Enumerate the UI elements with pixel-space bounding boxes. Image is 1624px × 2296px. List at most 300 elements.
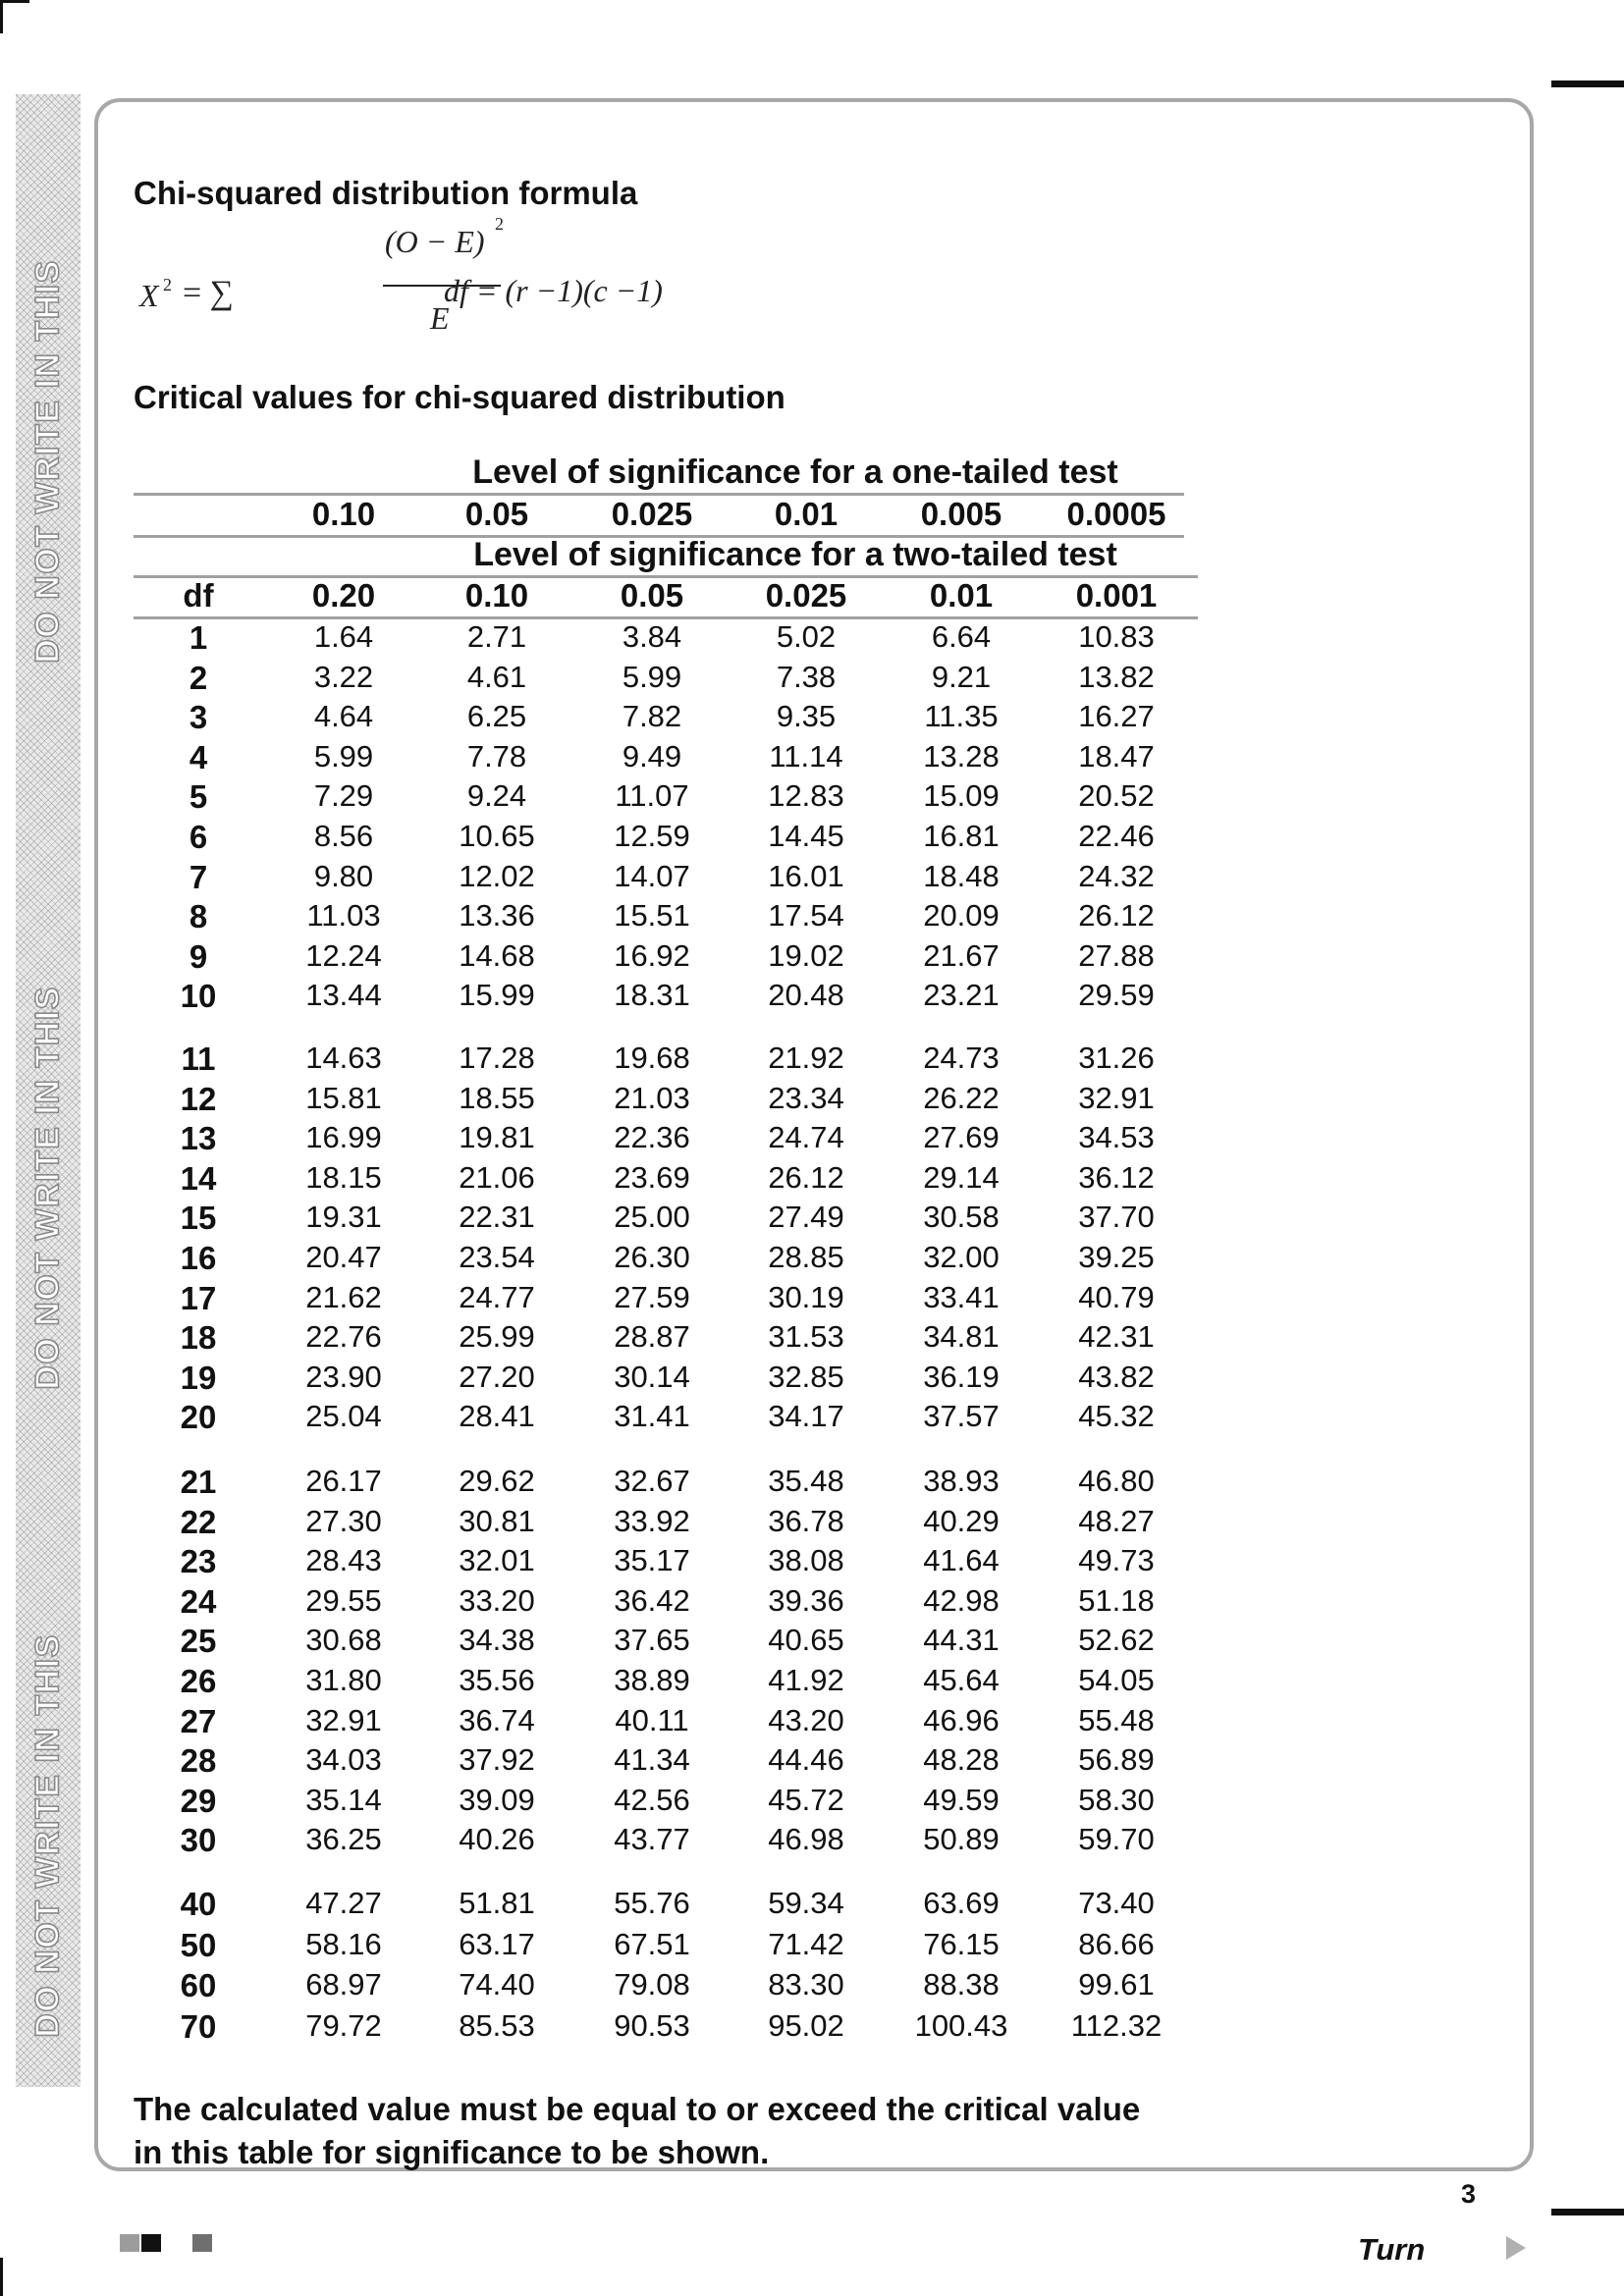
critical-value-cell: 51.81 [459, 1886, 535, 1920]
critical-value-cell: 88.38 [923, 1967, 1000, 2002]
crop-mark [0, 0, 3, 33]
df-cell: 19 [180, 1359, 217, 1396]
critical-value-cell: 24.77 [459, 1279, 535, 1314]
critical-value-cell: 27.20 [459, 1359, 535, 1394]
table-row [134, 938, 1194, 978]
critical-value-cell: 30.68 [305, 1623, 382, 1658]
df-cell: 16 [180, 1240, 217, 1276]
critical-value-cell: 34.38 [459, 1623, 535, 1658]
critical-value-cell: 46.96 [923, 1702, 1000, 1737]
critical-value-cell: 68.97 [305, 1967, 382, 2002]
equals-sum: = ∑ [183, 275, 234, 311]
critical-value-cell: 45.72 [768, 1782, 844, 1817]
crop-mark [0, 0, 29, 3]
critical-value-cell: 3.84 [622, 619, 682, 654]
critical-value-cell: 30.58 [923, 1200, 1000, 1235]
critical-value-cell: 59.70 [1078, 1822, 1155, 1857]
critical-value-cell: 31.53 [768, 1319, 844, 1355]
table-row [134, 1319, 1194, 1359]
critical-value-cell: 46.80 [1078, 1464, 1155, 1498]
two-tailed-label: Level of significance for a two-tailed test [473, 536, 1117, 573]
denominator: E [430, 300, 450, 336]
critical-value-cell: 51.18 [1078, 1582, 1155, 1618]
critical-value-cell: 7.82 [622, 699, 682, 734]
critical-value-cell: 18.15 [305, 1159, 382, 1195]
crop-mark [1551, 80, 1624, 87]
table-row [134, 1240, 1194, 1279]
table-row [134, 1081, 1194, 1120]
df-cell: 10 [180, 978, 217, 1015]
table-row [134, 1783, 1194, 1822]
critical-value-cell: 71.42 [768, 1926, 844, 1961]
critical-value-cell: 44.31 [923, 1623, 1000, 1658]
critical-value-cell: 49.59 [923, 1782, 1000, 1817]
critical-value-cell: 20.47 [305, 1240, 382, 1274]
critical-value-cell: 21.62 [305, 1279, 382, 1314]
significance-note-line: in this table for significance to be shown. [134, 2134, 770, 2170]
critical-value-cell: 15.99 [459, 978, 535, 1013]
critical-value-cell: 42.56 [614, 1782, 690, 1817]
table-row [134, 1663, 1194, 1702]
one-tailed-level: 0.005 [920, 496, 1002, 532]
critical-value-cell: 63.17 [459, 1926, 535, 1961]
df-cell: 22 [180, 1503, 217, 1540]
critical-value-cell: 23.54 [459, 1240, 535, 1274]
df-cell: 70 [180, 2007, 217, 2045]
table-row [134, 1583, 1194, 1623]
table-row [134, 1967, 1194, 2006]
critical-value-cell: 36.25 [305, 1822, 382, 1857]
critical-value-cell: 32.85 [768, 1359, 844, 1394]
critical-value-cell: 21.92 [768, 1041, 844, 1075]
critical-value-cell: 11.07 [615, 778, 689, 814]
critical-value-cell: 36.19 [923, 1359, 1000, 1394]
critical-value-cell: 10.65 [459, 819, 535, 853]
critical-value-cell: 32.91 [305, 1702, 382, 1737]
critical-value-cell: 11.03 [306, 898, 381, 934]
critical-value-cell: 18.48 [923, 858, 1000, 893]
critical-value-cell: 25.99 [459, 1319, 535, 1355]
df-cell: 25 [180, 1623, 217, 1660]
critical-value-cell: 20.52 [1078, 778, 1155, 814]
critical-value-cell: 30.14 [614, 1359, 690, 1394]
df-header: df [183, 577, 214, 614]
critical-value-cell: 90.53 [614, 2007, 690, 2043]
critical-value-cell: 63.69 [923, 1886, 1000, 1920]
df-cell: 11 [181, 1041, 216, 1077]
critical-value-cell: 12.24 [305, 937, 382, 973]
print-mark-square [141, 2234, 161, 2252]
critical-value-cell: 23.90 [305, 1359, 382, 1394]
critical-value-cell: 14.63 [305, 1041, 382, 1075]
table-row [134, 699, 1194, 738]
critical-value-cell: 23.69 [614, 1159, 690, 1195]
one-tailed-level: 0.025 [611, 496, 693, 532]
two-tailed-level: 0.10 [464, 577, 529, 614]
critical-value-cell: 14.45 [768, 819, 844, 853]
critical-value-cell: 38.93 [923, 1464, 1000, 1498]
table-row [134, 1742, 1194, 1782]
table-row [134, 1041, 1194, 1080]
df-cell: 7 [189, 858, 208, 895]
table-row [134, 1822, 1194, 1861]
critical-value-cell: 22.36 [614, 1120, 690, 1155]
critical-value-cell: 33.20 [459, 1582, 535, 1618]
critical-value-cell: 32.67 [614, 1464, 690, 1498]
critical-value-cell: 54.05 [1078, 1663, 1155, 1697]
critical-value-cell: 49.73 [1078, 1543, 1155, 1578]
critical-value-cell: 5.99 [313, 738, 374, 774]
critical-value-cell: 28.43 [305, 1543, 382, 1578]
table-row [134, 1360, 1194, 1399]
df-cell: 8 [189, 898, 208, 935]
df-cell: 14 [180, 1159, 217, 1197]
critical-value-cell: 43.77 [614, 1822, 690, 1857]
critical-value-cell: 31.26 [1078, 1041, 1155, 1075]
critical-value-cell: 20.48 [768, 978, 844, 1013]
critical-value-cell: 85.53 [459, 2007, 535, 2043]
critical-value-cell: 13.28 [923, 738, 1000, 774]
critical-value-cell: 12.59 [614, 819, 690, 853]
critical-value-cell: 9.21 [931, 659, 992, 694]
critical-value-cell: 13.44 [305, 978, 382, 1013]
critical-value-cell: 29.14 [923, 1159, 1000, 1195]
formula-heading: Chi-squared distribution formula [134, 175, 638, 211]
critical-value-cell: 28.41 [459, 1399, 535, 1434]
critical-value-cell: 19.02 [768, 937, 844, 973]
critical-value-cell: 20.09 [923, 898, 1000, 934]
critical-value-cell: 26.12 [768, 1159, 844, 1195]
critical-value-cell: 34.03 [305, 1742, 382, 1778]
table-row [134, 1200, 1194, 1239]
critical-value-cell: 28.87 [614, 1319, 690, 1355]
df-cell: 15 [180, 1200, 217, 1237]
critical-value-cell: 34.17 [768, 1399, 844, 1434]
table-row [134, 660, 1194, 699]
critical-value-cell: 15.09 [923, 778, 1000, 814]
critical-value-cell: 17.28 [459, 1041, 535, 1075]
critical-value-cell: 9.35 [776, 699, 837, 734]
df-cell: 28 [180, 1742, 217, 1780]
table-row [134, 739, 1194, 778]
critical-value-cell: 38.89 [614, 1663, 690, 1697]
critical-value-cell: 21.06 [459, 1159, 535, 1195]
table-row [134, 1927, 1194, 1966]
critical-value-cell: 47.27 [305, 1886, 382, 1920]
critical-value-cell: 16.81 [923, 819, 1000, 853]
table-row [134, 1703, 1194, 1742]
critical-value-cell: 27.69 [923, 1120, 1000, 1155]
critical-value-cell: 21.67 [923, 937, 1000, 973]
critical-value-cell: 40.65 [768, 1623, 844, 1658]
critical-value-cell: 35.48 [768, 1464, 844, 1498]
table-row [134, 1623, 1194, 1662]
critical-value-cell: 95.02 [768, 2007, 844, 2043]
critical-value-cell: 30.81 [459, 1503, 535, 1538]
critical-value-cell: 58.16 [305, 1926, 382, 1961]
critical-value-cell: 33.92 [614, 1503, 690, 1538]
critical-value-cell: 35.56 [459, 1663, 535, 1697]
table-row [134, 1464, 1194, 1503]
critical-value-cell: 1.64 [313, 619, 374, 654]
critical-value-cell: 40.26 [459, 1822, 535, 1857]
critical-value-cell: 42.31 [1078, 1319, 1155, 1355]
critical-value-cell: 6.25 [466, 699, 527, 734]
df-cell: 17 [180, 1279, 217, 1316]
critical-value-cell: 27.30 [305, 1503, 382, 1538]
table-row [134, 619, 1194, 659]
critical-value-cell: 35.17 [614, 1543, 690, 1578]
significance-note-line: The calculated value must be equal to or exceed the critical value [134, 2091, 1141, 2127]
table-heading: Critical values for chi-squared distribution [134, 379, 785, 415]
critical-value-cell: 41.64 [923, 1543, 1000, 1578]
turn-arrow-icon [1506, 2236, 1526, 2260]
critical-value-cell: 7.29 [313, 778, 374, 814]
critical-value-cell: 24.73 [923, 1041, 1000, 1075]
critical-value-cell: 22.46 [1078, 819, 1155, 853]
df-cell: 60 [180, 1967, 217, 2003]
critical-value-cell: 22.31 [459, 1200, 535, 1235]
critical-value-cell: 24.74 [768, 1120, 844, 1155]
table-row [134, 1280, 1194, 1319]
critical-value-cell: 11.35 [924, 699, 999, 734]
critical-value-cell: 32.00 [923, 1240, 1000, 1274]
critical-value-cell: 26.30 [614, 1240, 690, 1274]
df-cell: 1 [189, 619, 208, 656]
critical-value-cell: 19.31 [305, 1200, 382, 1235]
critical-value-cell: 6.64 [931, 619, 992, 654]
critical-value-cell: 10.83 [1078, 619, 1155, 654]
one-tailed-level: 0.0005 [1066, 496, 1166, 532]
critical-value-cell: 27.88 [1078, 937, 1155, 973]
critical-value-cell: 19.68 [614, 1041, 690, 1075]
critical-value-cell: 36.12 [1078, 1159, 1155, 1195]
critical-value-cell: 37.65 [614, 1623, 690, 1658]
critical-value-cell: 18.47 [1078, 738, 1155, 774]
critical-value-cell: 33.41 [923, 1279, 1000, 1314]
critical-value-cell: 25.00 [614, 1200, 690, 1235]
critical-value-cell: 32.91 [1078, 1080, 1155, 1115]
critical-value-cell: 24.32 [1078, 858, 1155, 893]
critical-value-cell: 43.20 [768, 1702, 844, 1737]
critical-value-cell: 4.64 [313, 699, 374, 734]
table-row [134, 1886, 1194, 1925]
one-tailed-levels-row [134, 496, 1194, 535]
critical-value-cell: 83.30 [768, 1967, 844, 2002]
critical-value-cell: 27.49 [768, 1200, 844, 1235]
critical-value-cell: 25.04 [305, 1399, 382, 1434]
significance-note [134, 2088, 1140, 2174]
critical-value-cell: 40.79 [1078, 1279, 1155, 1314]
critical-value-cell: 4.61 [466, 659, 527, 694]
critical-value-cell: 32.01 [459, 1543, 535, 1578]
two-tailed-level: 0.001 [1075, 577, 1158, 614]
table-row [134, 778, 1194, 818]
df-cell: 20 [180, 1399, 217, 1436]
critical-value-cell: 52.62 [1078, 1623, 1155, 1658]
critical-value-cell: 2.71 [466, 619, 527, 654]
critical-value-cell: 21.03 [614, 1080, 690, 1115]
critical-value-cell: 43.82 [1078, 1359, 1155, 1394]
critical-value-cell: 40.11 [615, 1702, 689, 1737]
critical-value-cell: 100.43 [914, 2007, 1008, 2043]
df-cell: 30 [180, 1822, 217, 1859]
table-row [134, 859, 1194, 898]
df-formula: df = (r −1)(c −1) [444, 273, 663, 308]
two-tailed-level: 0.025 [765, 577, 847, 614]
critical-value-cell: 99.61 [1078, 1967, 1155, 2002]
critical-value-cell: 112.32 [1070, 2007, 1163, 2043]
chi-exponent: 2 [163, 275, 172, 294]
table-row [134, 819, 1194, 858]
turn-label: Turn [1358, 2232, 1426, 2267]
print-mark-square [192, 2234, 212, 2252]
table-row [134, 1160, 1194, 1200]
critical-value-cell: 41.92 [768, 1663, 844, 1697]
critical-value-cell: 16.92 [614, 937, 690, 973]
critical-value-cell: 12.83 [768, 778, 844, 814]
df-cell: 4 [189, 738, 208, 775]
critical-value-cell: 37.70 [1078, 1200, 1155, 1235]
two-tailed-levels-row [134, 577, 1194, 616]
critical-value-cell: 18.55 [459, 1080, 535, 1115]
df-cell: 18 [180, 1319, 217, 1357]
critical-value-cell: 55.76 [614, 1886, 690, 1920]
df-cell: 29 [180, 1782, 217, 1819]
df-cell: 2 [189, 659, 208, 696]
critical-value-cell: 55.48 [1078, 1702, 1155, 1737]
critical-value-cell: 19.81 [459, 1120, 535, 1155]
critical-value-cell: 46.98 [768, 1822, 844, 1857]
critical-value-cell: 39.36 [768, 1582, 844, 1618]
table-row [134, 1543, 1194, 1582]
critical-value-cell: 59.34 [768, 1886, 844, 1920]
critical-value-cell: 29.59 [1078, 978, 1155, 1013]
critical-value-cell: 5.02 [776, 619, 837, 654]
critical-value-cell: 9.24 [466, 778, 527, 814]
critical-value-cell: 11.14 [769, 738, 843, 774]
table-row [134, 2008, 1194, 2048]
critical-value-cell: 13.82 [1078, 659, 1155, 694]
df-cell: 40 [180, 1886, 217, 1922]
df-cell: 21 [180, 1464, 217, 1500]
critical-value-cell: 29.62 [459, 1464, 535, 1498]
critical-value-cell: 5.99 [622, 659, 682, 694]
critical-value-cell: 48.28 [923, 1742, 1000, 1778]
critical-value-cell: 28.85 [768, 1240, 844, 1274]
critical-value-cell: 31.80 [305, 1663, 382, 1697]
critical-value-cell: 45.64 [923, 1663, 1000, 1697]
df-cell: 26 [180, 1663, 217, 1699]
one-tailed-level: 0.05 [464, 496, 529, 532]
critical-value-cell: 14.68 [459, 937, 535, 973]
critical-value-cell: 22.76 [305, 1319, 382, 1355]
critical-value-cell: 15.51 [614, 898, 690, 934]
critical-value-cell: 42.98 [923, 1582, 1000, 1618]
critical-value-cell: 29.55 [305, 1582, 382, 1618]
critical-value-cell: 44.46 [768, 1742, 844, 1778]
df-cell: 27 [180, 1702, 217, 1739]
chi-lhs: X [139, 278, 159, 313]
table-row [134, 898, 1194, 937]
critical-value-cell: 18.31 [614, 978, 690, 1013]
crop-mark [0, 2258, 3, 2296]
df-cell: 5 [189, 778, 208, 816]
critical-value-cell: 16.27 [1078, 699, 1155, 734]
critical-value-cell: 56.89 [1078, 1742, 1155, 1778]
critical-value-cell: 36.74 [459, 1702, 535, 1737]
numerator: (O − E) [385, 224, 485, 259]
two-tailed-level: 0.05 [620, 577, 684, 614]
critical-value-cell: 45.32 [1078, 1399, 1155, 1434]
critical-value-cell: 12.02 [459, 858, 535, 893]
page-number: 3 [1461, 2179, 1477, 2209]
one-tailed-label: Level of significance for a one-tailed test [472, 454, 1118, 491]
chi-squared-formula [137, 214, 727, 351]
table-row [134, 1120, 1194, 1159]
critical-value-cell: 37.92 [459, 1742, 535, 1778]
numerator-exponent: 2 [495, 214, 504, 234]
critical-value-cell: 67.51 [614, 1926, 690, 1961]
one-tailed-level: 0.01 [774, 496, 839, 532]
critical-value-cell: 76.15 [923, 1926, 1000, 1961]
critical-value-cell: 37.57 [923, 1399, 1000, 1434]
critical-value-cell: 3.22 [313, 659, 374, 694]
critical-value-cell: 27.59 [614, 1279, 690, 1314]
df-cell: 12 [180, 1080, 217, 1117]
critical-value-cell: 23.21 [923, 978, 1000, 1013]
critical-value-cell: 7.78 [466, 738, 527, 774]
two-tailed-level: 0.20 [311, 577, 376, 614]
critical-value-cell: 79.08 [614, 1967, 690, 2002]
critical-value-cell: 39.25 [1078, 1240, 1155, 1274]
critical-value-cell: 31.41 [614, 1399, 690, 1434]
critical-value-cell: 9.80 [313, 858, 374, 893]
critical-value-cell: 40.29 [923, 1503, 1000, 1538]
critical-value-cell: 15.81 [305, 1080, 382, 1115]
df-cell: 24 [180, 1582, 217, 1620]
critical-value-cell: 16.99 [305, 1120, 382, 1155]
critical-value-cell: 35.14 [305, 1782, 382, 1817]
crop-mark [1551, 2209, 1624, 2216]
critical-value-cell: 26.17 [305, 1464, 382, 1498]
critical-value-cell: 86.66 [1078, 1926, 1155, 1961]
critical-value-cell: 36.78 [768, 1503, 844, 1538]
table-row [134, 1399, 1194, 1438]
two-tailed-level: 0.01 [929, 577, 994, 614]
df-cell: 6 [189, 819, 208, 855]
critical-value-cell: 26.12 [1078, 898, 1155, 934]
critical-value-cell: 38.08 [768, 1543, 844, 1578]
df-cell: 3 [189, 699, 208, 736]
critical-value-cell: 73.40 [1078, 1886, 1155, 1920]
critical-value-cell: 16.01 [768, 858, 844, 893]
critical-value-cell: 39.09 [459, 1782, 535, 1817]
critical-value-cell: 58.30 [1078, 1782, 1155, 1817]
critical-value-cell: 50.89 [923, 1822, 1000, 1857]
critical-value-cell: 34.81 [923, 1319, 1000, 1355]
critical-value-cell: 34.53 [1078, 1120, 1155, 1155]
critical-value-cell: 9.49 [622, 738, 682, 774]
critical-value-cell: 36.42 [614, 1582, 690, 1618]
critical-value-cell: 17.54 [768, 898, 844, 934]
print-mark-square [120, 2234, 139, 2252]
critical-value-cell: 26.22 [923, 1080, 1000, 1115]
critical-value-cell: 23.34 [768, 1080, 844, 1115]
critical-value-cell: 7.38 [776, 659, 837, 694]
one-tailed-level: 0.10 [311, 496, 376, 532]
df-cell: 23 [180, 1543, 217, 1580]
